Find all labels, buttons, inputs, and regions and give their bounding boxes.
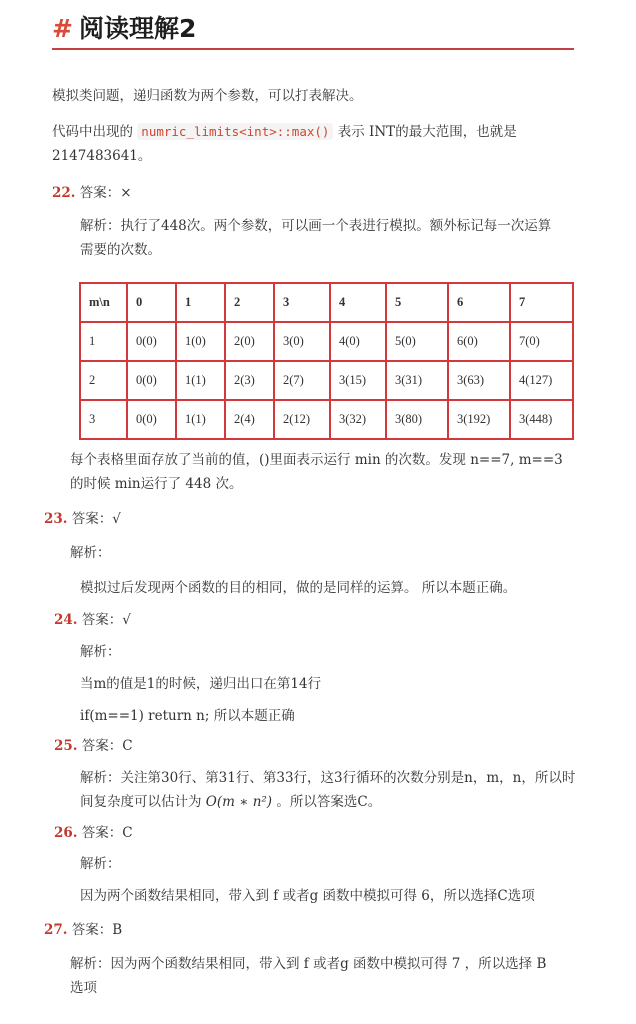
table-cell: 7(0) — [510, 322, 573, 361]
q23-analysis-text: 模拟过后发现两个函数的目的相同，做的是同样的运算。 所以本题正确。 — [80, 580, 517, 596]
table-cell: 1 — [80, 322, 127, 361]
complexity-formula: O(m ∗ n²) — [205, 794, 273, 810]
q27-answer: 答案：B — [71, 922, 123, 938]
table-cell: 0(0) — [127, 322, 176, 361]
table-cell: 3(0) — [274, 322, 330, 361]
q22-analysis-1: 解析：执行了448次。两个参数，可以画一个表进行模拟。额外标记每一次运算 — [80, 218, 552, 234]
q27-analysis-1: 解析：因为两个函数结果相同，带入到 f 或者g 函数中模拟可得 7 ，所以选择 B — [70, 956, 547, 972]
q23-number: 23. — [44, 511, 68, 527]
q23-answer-line — [44, 509, 121, 529]
q26-answer: 答案：C — [81, 825, 133, 841]
table-row — [80, 322, 573, 361]
table-header-cell: 6 — [448, 283, 510, 322]
q24-answer: 答案：√ — [81, 612, 131, 628]
q24-analysis-text-2: if(m==1) return n; 所以本题正确 — [80, 708, 295, 724]
q22-analysis-2: 需要的次数。 — [80, 242, 161, 258]
table-cell: 3(448) — [510, 400, 573, 439]
table-cell: 4(0) — [330, 322, 386, 361]
table-cell: 1(0) — [176, 322, 225, 361]
table-cell: 0(0) — [127, 400, 176, 439]
simulation-table — [79, 282, 574, 440]
table-cell: 5(0) — [386, 322, 448, 361]
q23-analysis-label: 解析： — [70, 545, 111, 561]
table-cell: 0(0) — [127, 361, 176, 400]
intro-line-2 — [52, 122, 517, 142]
intro-line-2-before: 代码中出现的 — [52, 124, 133, 140]
table-cell: 2(3) — [225, 361, 274, 400]
table-header-cell: m\n — [80, 283, 127, 322]
q24-analysis-text-1: 当m的值是1的时候，递归出口在第14行 — [80, 676, 322, 692]
q23-answer: 答案：√ — [71, 511, 121, 527]
table-cell: 3(192) — [448, 400, 510, 439]
q25-answer-line — [54, 736, 133, 756]
q24-number: 24. — [54, 612, 78, 628]
table-header-cell: 0 — [127, 283, 176, 322]
heading-hash-mark: # — [52, 14, 73, 43]
table-cell: 2 — [80, 361, 127, 400]
table-cell: 3(80) — [386, 400, 448, 439]
table-header-cell: 2 — [225, 283, 274, 322]
table-cell: 3 — [80, 400, 127, 439]
q24-analysis-label: 解析： — [80, 644, 121, 660]
table-cell: 2(7) — [274, 361, 330, 400]
table-cell: 2(12) — [274, 400, 330, 439]
q25-number: 25. — [54, 738, 78, 754]
table-header-cell: 3 — [274, 283, 330, 322]
q25-analysis-1: 解析：关注第30行、第31行、第33行，这3行循环的次数分别是n，m，n，所以时 — [80, 770, 576, 786]
table-cell: 6(0) — [448, 322, 510, 361]
q25-analysis-2 — [80, 792, 381, 812]
q26-number: 26. — [54, 825, 78, 841]
q22-note-1: 每个表格里面存放了当前的值，()里面表示运行 min 的次数。发现 n==7, m==3 — [70, 452, 563, 468]
intro-line-3: 2147483641。 — [52, 148, 152, 164]
q25-analysis-2-before: 间复杂度可以估计为 — [80, 794, 202, 810]
table-header-cell: 7 — [510, 283, 573, 322]
table-cell: 2(0) — [225, 322, 274, 361]
q27-answer-line — [44, 920, 122, 940]
intro-line-2-after: 表示 INT的最大范围，也就是 — [337, 124, 517, 140]
table-cell: 3(15) — [330, 361, 386, 400]
table-header-cell: 5 — [386, 283, 448, 322]
q22-number: 22. — [52, 185, 76, 201]
table-row — [80, 400, 573, 439]
table-cell: 1(1) — [176, 400, 225, 439]
q26-analysis-text: 因为两个函数结果相同，带入到 f 或者g 函数中模拟可得 6，所以选择C选项 — [80, 888, 535, 904]
table-row — [80, 361, 573, 400]
table-header-cell: 4 — [330, 283, 386, 322]
intro-line-1: 模拟类问题，递归函数为两个参数，可以打表解决。 — [52, 88, 363, 104]
q25-answer: 答案：C — [81, 738, 133, 754]
q25-analysis-2-after: 。所以答案选C。 — [276, 794, 382, 810]
table-header-cell: 1 — [176, 283, 225, 322]
table-cell: 4(127) — [510, 361, 573, 400]
q22-answer: 答案：× — [79, 185, 132, 201]
heading-title: 阅读理解2 — [78, 14, 197, 43]
table-cell: 3(31) — [386, 361, 448, 400]
table-cell: 3(32) — [330, 400, 386, 439]
table-header-row — [80, 283, 573, 322]
q27-number: 27. — [44, 922, 68, 938]
table-cell: 2(4) — [225, 400, 274, 439]
inline-code: numric_limits<int>::max() — [137, 123, 333, 140]
table-cell: 3(63) — [448, 361, 510, 400]
q26-analysis-label: 解析： — [80, 856, 121, 872]
q22-note-2: 的时候 min运行了 448 次。 — [70, 476, 243, 492]
section-heading — [52, 12, 574, 50]
table-cell: 1(1) — [176, 361, 225, 400]
q27-analysis-2: 选项 — [70, 980, 97, 996]
q22-answer-line — [52, 183, 132, 203]
q24-answer-line — [54, 610, 131, 630]
q26-answer-line — [54, 823, 133, 843]
